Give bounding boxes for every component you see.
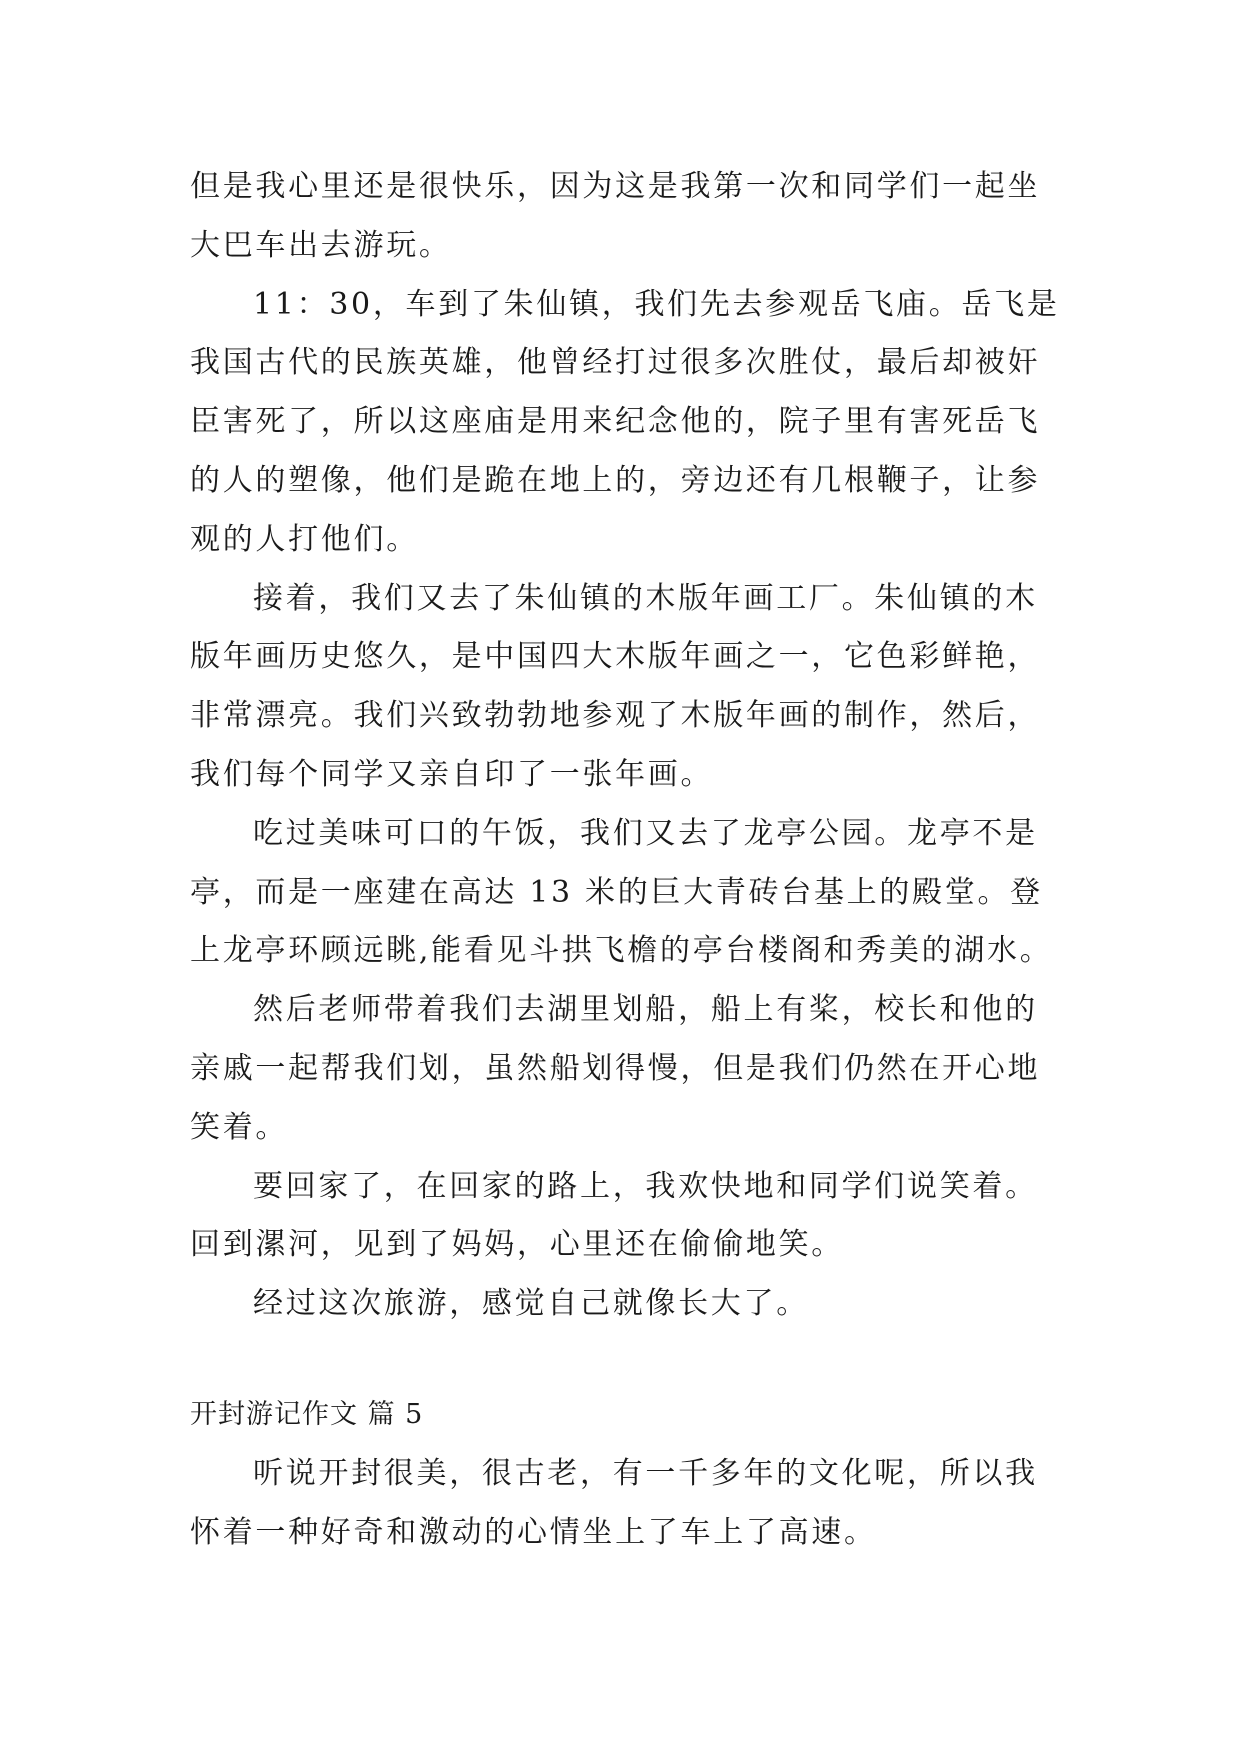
text-line: 回到漯河，见到了妈妈，心里还在偷偷地笑。 <box>190 1227 844 1263</box>
section-gap <box>190 1334 1060 1386</box>
text-line: 我国古代的民族英雄，他曾经打过很多次胜仗，最后却被奸 <box>190 345 1041 381</box>
section-title: 开封游记作文 篇 5 <box>190 1398 424 1430</box>
paragraph-p-continuation <box>190 158 1060 276</box>
document-page <box>190 158 1060 1562</box>
essay-body-previous <box>190 158 1060 1334</box>
text-line: 笑着。 <box>190 1109 289 1145</box>
text-line: 经过这次旅游，感觉自己就像长大了。 <box>253 1286 809 1322</box>
paragraph-p-intro5 <box>190 1445 1060 1563</box>
text-line: 上龙亭环顾远眺,能看见斗拱飞檐的亭台楼阁和秀美的湖水。 <box>190 933 1053 969</box>
paragraph-p-home <box>190 1158 1060 1276</box>
paragraph-p-yuefei <box>190 276 1060 570</box>
text-line: 听说开封很美，很古老，有一千多年的文化呢，所以我 <box>253 1455 1038 1491</box>
text-line: 怀着一种好奇和激动的心情坐上了车上了高速。 <box>190 1514 877 1550</box>
text-line: 大巴车出去游玩。 <box>190 227 452 263</box>
text-line: 亭，而是一座建在高达 13 米的巨大青砖台基上的殿堂。登 <box>190 874 1043 910</box>
text-line: 接着，我们又去了朱仙镇的木版年画工厂。朱仙镇的木 <box>253 580 1038 616</box>
text-line: 11：30，车到了朱仙镇，我们先去参观岳飞庙。岳飞是 <box>253 286 1060 322</box>
text-line: 版年画历史悠久，是中国四大木版年画之一，它色彩鲜艳， <box>190 639 1041 675</box>
text-line: 亲戚一起帮我们划，虽然船划得慢，但是我们仍然在开心地 <box>190 1050 1041 1086</box>
text-line: 吃过美味可口的午饭，我们又去了龙亭公园。龙亭不是 <box>253 815 1038 851</box>
text-line: 臣害死了，所以这座庙是用来纪念他的，院子里有害死岳飞 <box>190 404 1041 440</box>
paragraph-p-longting <box>190 805 1060 981</box>
paragraph-p-boat <box>190 981 1060 1157</box>
text-line: 但是我心里还是很快乐，因为这是我第一次和同学们一起坐 <box>190 169 1041 204</box>
text-line: 要回家了，在回家的路上，我欢快地和同学们说笑着。 <box>253 1168 1038 1204</box>
text-line: 的人的塑像，他们是跪在地上的，旁边还有几根鞭子，让参 <box>190 462 1041 498</box>
paragraph-p-nianhua <box>190 570 1060 805</box>
paragraph-p-conclusion <box>190 1275 1060 1334</box>
text-line: 然后老师带着我们去湖里划船，船上有桨，校长和他的 <box>253 992 1038 1028</box>
text-line: 非常漂亮。我们兴致勃勃地参观了木版年画的制作，然后， <box>190 698 1041 734</box>
text-line: 我们每个同学又亲自印了一张年画。 <box>190 756 714 792</box>
text-line: 观的人打他们。 <box>190 521 419 557</box>
essay-body-section-5 <box>190 1445 1060 1563</box>
